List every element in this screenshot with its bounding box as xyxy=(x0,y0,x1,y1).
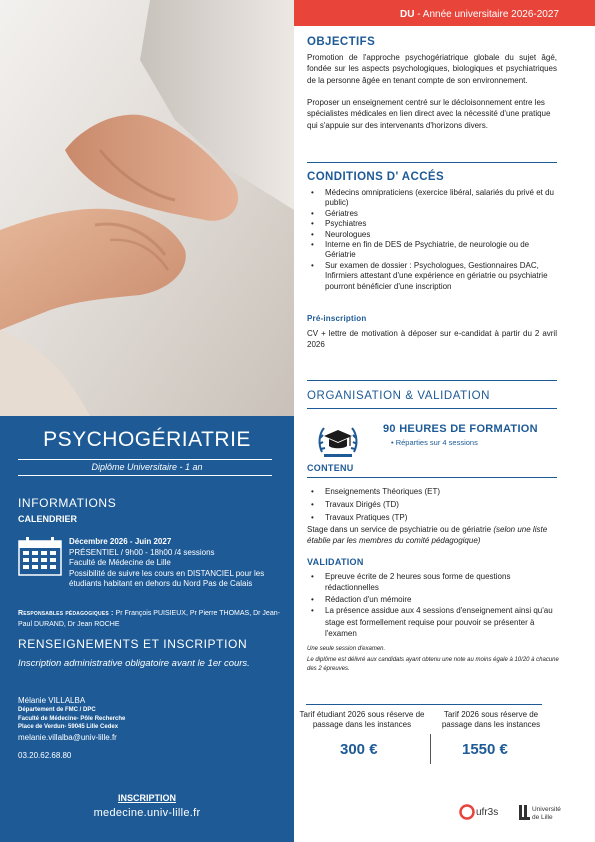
diploma-subtitle: Diplôme Universitaire - 1 an xyxy=(91,462,203,472)
divider-2 xyxy=(307,380,557,381)
objectifs-paragraph-2: Proposer un enseignement centré sur le décloisonnement entre les spécialistes médicales en lien direct avec la nécessité d'une pratique qui s'appuie sur des intervenants d'horizons divers. xyxy=(307,98,551,130)
page-title: PSYCHOGÉRIATRIE xyxy=(43,428,251,451)
list-item: • Psychiatres xyxy=(307,219,559,229)
list-item: • Gériatres xyxy=(307,209,559,219)
svg-text:Université: Université xyxy=(532,806,561,813)
renseignements-heading: RENSEIGNEMENTS ET INSCRIPTION xyxy=(18,637,248,651)
calendar-distanciel: Possibilité de suivre les cours en DISTANCIEL pour les étudiants habitant en dehors du Nord Pas de Calais xyxy=(69,568,265,588)
hours-heading: 90 HEURES DE FORMATION xyxy=(383,423,538,435)
header-du: DU xyxy=(400,9,415,20)
contact-block xyxy=(18,695,278,743)
right-column xyxy=(294,26,595,842)
header-year: - Année universitaire 2026-2027 xyxy=(414,9,559,20)
responsables-label: Responsables pédagogiques : xyxy=(18,610,114,617)
list-item: • Epreuve écrite de 2 heures sous forme de questions rédactionnelles xyxy=(307,571,559,594)
divider-3 xyxy=(307,408,557,409)
ufr3s-logo xyxy=(459,802,505,824)
contenu-heading: CONTENU xyxy=(307,463,354,473)
tarif-divider xyxy=(430,734,431,764)
divider-1 xyxy=(307,162,557,163)
responsables xyxy=(18,608,280,630)
graduation-cap-icon xyxy=(316,422,360,462)
list-item: • La présence assidue aux 4 sessions d'enseignement ainsi qu'au stage est formellement requise pour pouvoir se présenter à l'examen xyxy=(307,605,559,639)
hands-illustration xyxy=(0,0,294,416)
universite-lille-logo-mark xyxy=(518,802,572,824)
contact-name: Mélanie VILLALBA xyxy=(18,696,86,705)
validation-note-1: Une seule session d'examen. xyxy=(307,646,386,652)
tarif-standard-label: Tarif 2026 sous réserve de passage dans les instances xyxy=(441,710,541,729)
informations-heading: INFORMATIONS xyxy=(18,496,117,510)
list-item: • Enseignements Théoriques (ET) xyxy=(307,485,559,498)
list-item: • Travaux Dirigés (TD) xyxy=(307,498,559,511)
svg-text:ufr3s: ufr3s xyxy=(476,807,499,818)
organisation-heading: ORGANISATION & VALIDATION xyxy=(307,390,491,402)
header-bar xyxy=(294,0,595,26)
calendar-format: PRÉSENTIEL / 9h00 - 18h00 /4 sessions xyxy=(69,547,215,557)
hero-photo-hands xyxy=(0,0,294,416)
calendar-location: Faculté de Médecine de Lille xyxy=(69,558,171,567)
validation-list xyxy=(307,571,559,639)
divider-4 xyxy=(307,477,557,478)
ufr3s-logo-mark xyxy=(459,802,505,822)
calendar-dates: Décembre 2026 - Juin 2027 xyxy=(69,537,172,546)
calendrier-heading: CALENDRIER xyxy=(18,514,78,524)
title-rule-top xyxy=(18,459,272,460)
responsables-names: Pr François PUISIEUX, Pr Pierre THOMAS, Dr Jean-Paul DURAND, Dr Jean ROCHE xyxy=(18,610,280,628)
calendar-icon xyxy=(18,536,62,576)
list-item: • Médecins omnipraticiens (exercice libéral, salariés du privé et du public) xyxy=(307,188,559,209)
validation-heading: VALIDATION xyxy=(307,557,364,567)
tarif-student-label: Tarif étudiant 2026 sous réserve de passage dans les instances xyxy=(299,710,425,729)
conditions-list xyxy=(307,188,559,292)
inscription-note: Inscription administrative obligatoire avant le 1er cours. xyxy=(18,658,250,669)
objectifs-paragraph-1: Promotion de l'approche psychogériatrique globale du sujet âgé, fondée sur les aspects psychologiques, biologiques et psychiatriques de la personne âgée en tenant compte de son environnement. xyxy=(307,53,557,85)
contact-address: Place de Verdun- 59045 Lille Cedex xyxy=(18,724,119,730)
list-item: • Rédaction d'un mémoire xyxy=(307,594,559,605)
calendar-details xyxy=(69,537,285,590)
conditions-heading: CONDITIONS D' ACCÉS xyxy=(307,171,445,183)
info-panel xyxy=(0,416,294,842)
svg-text:de Lille: de Lille xyxy=(532,814,553,821)
left-column xyxy=(0,0,294,842)
divider-5 xyxy=(306,704,542,705)
tarif-student-price: 300 € xyxy=(340,741,378,758)
contenu-list xyxy=(307,485,559,524)
list-item: • Neurologues xyxy=(307,230,559,240)
list-item: • Interne en fin de DES de Psychiatrie, de neurologie ou de Gériatrie xyxy=(307,240,559,261)
list-item: • Travaux Pratiques (TP) xyxy=(307,511,559,524)
preinscription-text: CV + lettre de motivation à déposer sur e-candidat à partir du 2 avril 2026 xyxy=(307,329,557,350)
list-item: • Sur examen de dossier : Psychologues, Gestionnaires DAC, Infirmiers attestant d'une expérience en gériatrie ou psychiatrie pourront bénéficier d'une inscription xyxy=(307,261,559,292)
validation-note-2: Le diplôme est délivré aux candidats ayant obtenu une note au moins égale à 10/20 à chacune des 2 épreuves. xyxy=(307,657,559,672)
contact-department: Département de FMC / DPC xyxy=(18,707,96,713)
preinscription-heading: Pré-inscription xyxy=(307,314,367,323)
inscription-link-label[interactable]: INSCRIPTION xyxy=(117,793,176,803)
inscription-url[interactable]: medecine.univ-lille.fr xyxy=(93,807,201,819)
objectifs-heading: OBJECTIFS xyxy=(307,36,376,48)
contact-email[interactable]: melanie.villalba@univ-lille.fr xyxy=(18,732,117,742)
hours-sessions: • Réparties sur 4 sessions xyxy=(391,438,478,447)
title-rule-bottom xyxy=(18,475,272,476)
universite-lille-logo xyxy=(518,802,572,826)
tarif-standard-price: 1550 € xyxy=(462,741,508,758)
contact-phone[interactable]: 03.20.62.68.80 xyxy=(18,751,72,760)
contact-faculty: Faculté de Médecine- Pôle Recherche xyxy=(18,715,126,722)
stage-text: Stage dans un service de psychiatrie ou de gériatrie (selon une liste établie par les membres du comité pédagogique) xyxy=(307,525,548,545)
